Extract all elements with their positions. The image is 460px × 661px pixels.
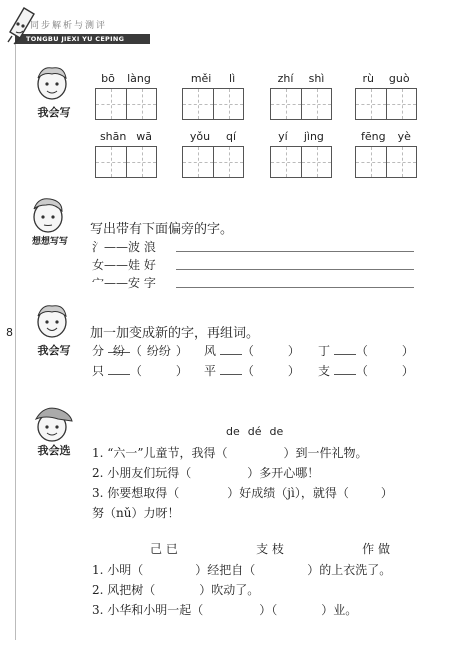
pinyin: shì: [308, 72, 325, 85]
radical: 氵——: [92, 240, 129, 254]
answer-blank[interactable]: [334, 364, 356, 375]
section2-instruction: 写出带有下面偏旁的字。: [90, 222, 234, 237]
margin-line: [15, 44, 16, 640]
writing-grid[interactable]: [270, 88, 332, 120]
writing-grid[interactable]: [182, 146, 244, 178]
radical-row: [92, 238, 182, 255]
pinyin: de: [269, 425, 284, 438]
page-number: 8: [6, 326, 13, 339]
question-text: ）（: [259, 603, 278, 617]
word-group-2: [182, 72, 244, 120]
section4-badge: 我会选: [37, 444, 71, 457]
choice-row: [150, 540, 390, 557]
pinyin: měi: [190, 72, 212, 85]
writing-grid[interactable]: [270, 146, 332, 178]
question-text: 1. 小明（: [92, 563, 144, 577]
writing-grid[interactable]: [95, 146, 157, 178]
question-text: 3. 小华和小明一起（: [92, 603, 204, 617]
answer-blank[interactable]: 纷: [108, 342, 130, 353]
pinyin: làng: [127, 72, 151, 85]
pinyin: qí: [226, 130, 237, 143]
radical-row: [92, 256, 182, 273]
pinyin: fēng: [361, 130, 386, 143]
question-text: ）到一件礼物。: [283, 446, 368, 460]
compose-item: 丁 （ ）: [318, 344, 414, 358]
question-text: ）吹动了。: [199, 583, 260, 597]
choice-pair: 己 已: [150, 542, 178, 556]
writing-grid[interactable]: [355, 88, 417, 120]
radical-row: [92, 274, 182, 291]
pinyin: yè: [397, 130, 411, 143]
pinyin: rù: [362, 72, 374, 85]
pinyin-options: [226, 425, 283, 438]
question-text: ）的上衣洗了。: [307, 563, 392, 577]
writing-grid[interactable]: [182, 88, 244, 120]
question-text: 2. 小朋友们玩得（: [92, 466, 192, 480]
question-3: [92, 601, 357, 618]
compose-item: 支 （ ）: [318, 364, 414, 378]
example-words: 安 字: [128, 276, 156, 290]
section3-badge: 我会写: [37, 344, 71, 357]
word-group-3: [270, 72, 332, 120]
choice-pair: 作 做: [362, 542, 390, 556]
pinyin: lì: [229, 72, 236, 85]
pinyin: yǒu: [189, 130, 211, 143]
pinyin: dé: [247, 425, 262, 438]
answer-blank[interactable]: [108, 364, 130, 375]
pinyin: bō: [101, 72, 115, 85]
pinyin: yí: [278, 130, 288, 143]
question-text: ）好成绩（jì），就得（: [227, 486, 349, 500]
question-1: [92, 444, 368, 461]
base-char: 丁: [318, 344, 331, 358]
section1-badge: 我会写: [37, 106, 71, 119]
base-char: 只: [92, 364, 105, 378]
pinyin: jìng: [303, 130, 324, 143]
word-group-8: [355, 130, 417, 178]
base-char: 支: [318, 364, 331, 378]
writing-grid[interactable]: [355, 146, 417, 178]
word-group-6: [182, 130, 244, 178]
example-words: 波 浪: [128, 240, 156, 254]
question-text: ）业。: [321, 603, 358, 617]
compose-item: 风 （ ）: [204, 344, 300, 358]
answer-blank[interactable]: [220, 364, 242, 375]
answer-line[interactable]: [176, 251, 414, 252]
pinyin: wā: [136, 130, 153, 143]
pinyin: guò: [388, 72, 410, 85]
pinyin: shān: [99, 130, 127, 143]
boy-smiling-icon: [28, 300, 76, 346]
header-title: 同步解析与测评: [30, 21, 108, 31]
base-char: 平: [204, 364, 217, 378]
question-1: [92, 561, 391, 578]
compose-item: 平 （ ）: [204, 364, 300, 378]
word-group-4: [355, 72, 417, 120]
section3-instruction: 加一加变成新的字，再组词。: [90, 326, 260, 341]
pinyin: de: [226, 425, 240, 438]
base-char: 分: [92, 344, 105, 358]
compose-item: 分 纷 （ 纷纷 ）: [92, 344, 188, 358]
radical: 宀——: [92, 276, 129, 290]
word-blank[interactable]: 纷纷: [146, 344, 171, 358]
choice-pair: 支 枝: [256, 542, 284, 556]
question-3-cont: 努（nǔ）力呀！: [92, 506, 180, 520]
question-2: [92, 464, 319, 481]
question-text: 2. 风把树（: [92, 583, 156, 597]
question-text: ）多开心哪！: [247, 466, 320, 480]
pinyin: zhí: [277, 72, 294, 85]
radical: 女——: [92, 258, 129, 272]
pencil-mascot-icon: [4, 2, 38, 46]
question-text: 3. 你要想取得（: [92, 486, 180, 500]
question-text: ）经把自（: [195, 563, 256, 577]
question-text: ）: [380, 486, 393, 500]
section2-badge: 想想写写: [31, 237, 68, 247]
answer-blank[interactable]: [334, 344, 356, 355]
word-group-7: [270, 130, 332, 178]
word-group-1: [95, 72, 157, 120]
base-char: 风: [204, 344, 217, 358]
compose-item: 只 （ ）: [92, 364, 188, 378]
word-group-5: [95, 130, 157, 178]
question-3: [92, 484, 393, 501]
answer-line[interactable]: [176, 269, 414, 270]
answer-line[interactable]: [176, 287, 414, 288]
writing-grid[interactable]: [95, 88, 157, 120]
question-text: 1. “六一”儿童节，我得（: [92, 446, 228, 460]
answer-blank[interactable]: [220, 344, 242, 355]
header-subtitle: TONGBU JIEXI YU CEPING: [26, 35, 125, 43]
question-2: [92, 581, 259, 598]
example-words: 娃 好: [128, 258, 156, 272]
boy-writing-icon: [28, 62, 76, 108]
